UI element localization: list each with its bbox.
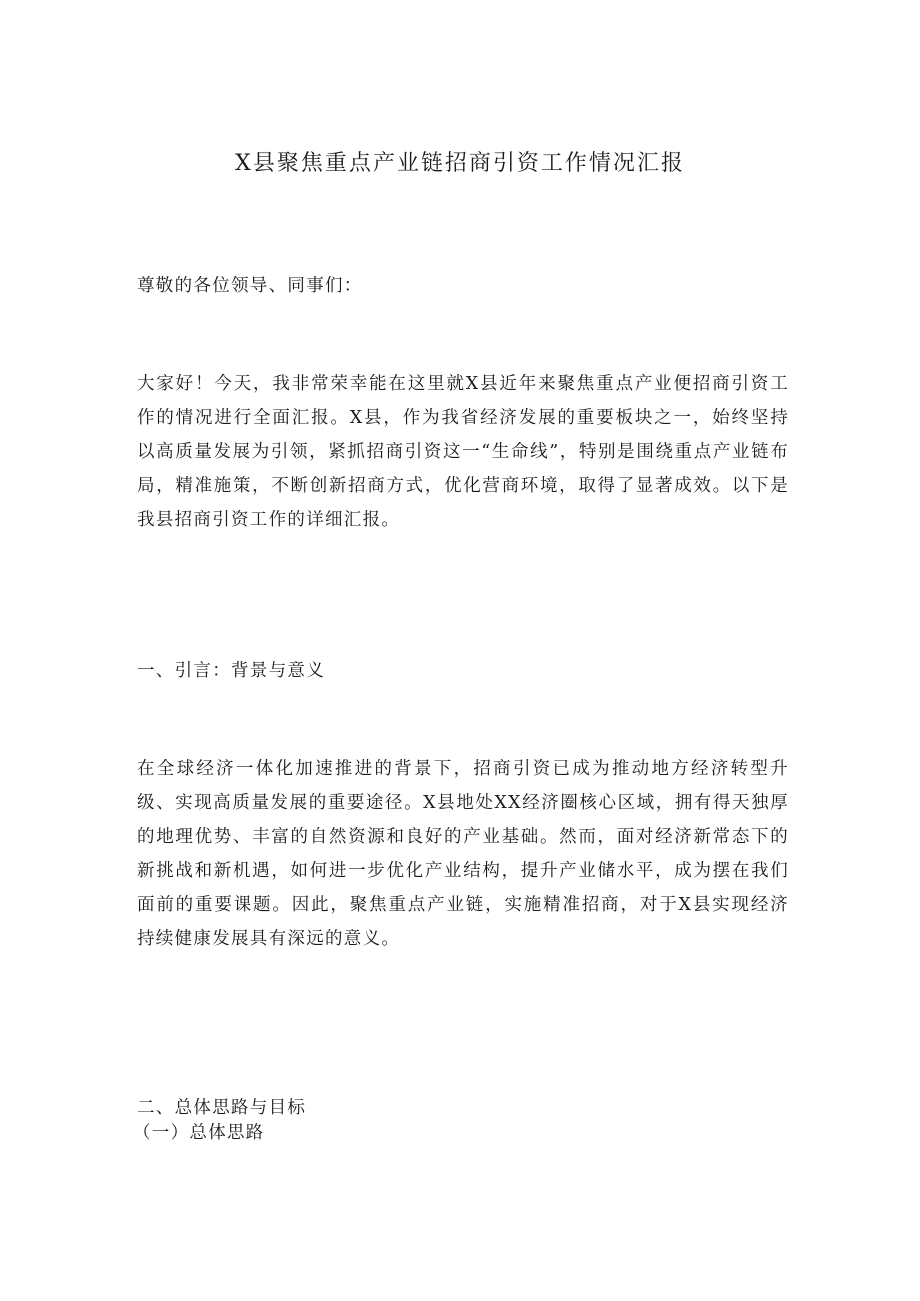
section-heading-1: 一、引言：背景与意义: [137, 661, 325, 681]
document-title: X县聚焦重点产业链招商引资工作情况汇报: [235, 151, 685, 176]
sub-heading-2-1: （一）总体思路: [133, 1123, 265, 1143]
intro-paragraph: 大家好！今天，我非常荣幸能在这里就X县近年来聚焦重点产业便招商引资工作的情况进行全面汇报。X县，作为我省经济发展的重要板块之一，始终坚持以高质量发展为引领，紧抓招商引资这一“生命线”，特别是围绕重点产业链布局，精准施策，不断创新招商方式，优化营商环境，取得了显著成效。以下是我县招商引资工作的详细汇报。: [137, 374, 789, 530]
section-1-paragraph: 在全球经济一体化加速推进的背景下，招商引资已成为推动地方经济转型升级、实现高质量发展的重要途径。X县地处XX经济圈核心区域，拥有得天独厚的地理优势、丰富的自然资源和良好的产业基础。然而，面对经济新常态下的新挑战和新机遇，如何进一步优化产业结构，提升产业储水平，成为摆在我们面前的重要课题。因此，聚焦重点产业链，实施精准招商，对于X县实现经济持续健康发展具有深远的意义。: [137, 759, 789, 949]
section-heading-2: 二、总体思路与目标: [137, 1098, 307, 1118]
salutation: 尊敬的各位领导、同事们：: [137, 276, 363, 296]
